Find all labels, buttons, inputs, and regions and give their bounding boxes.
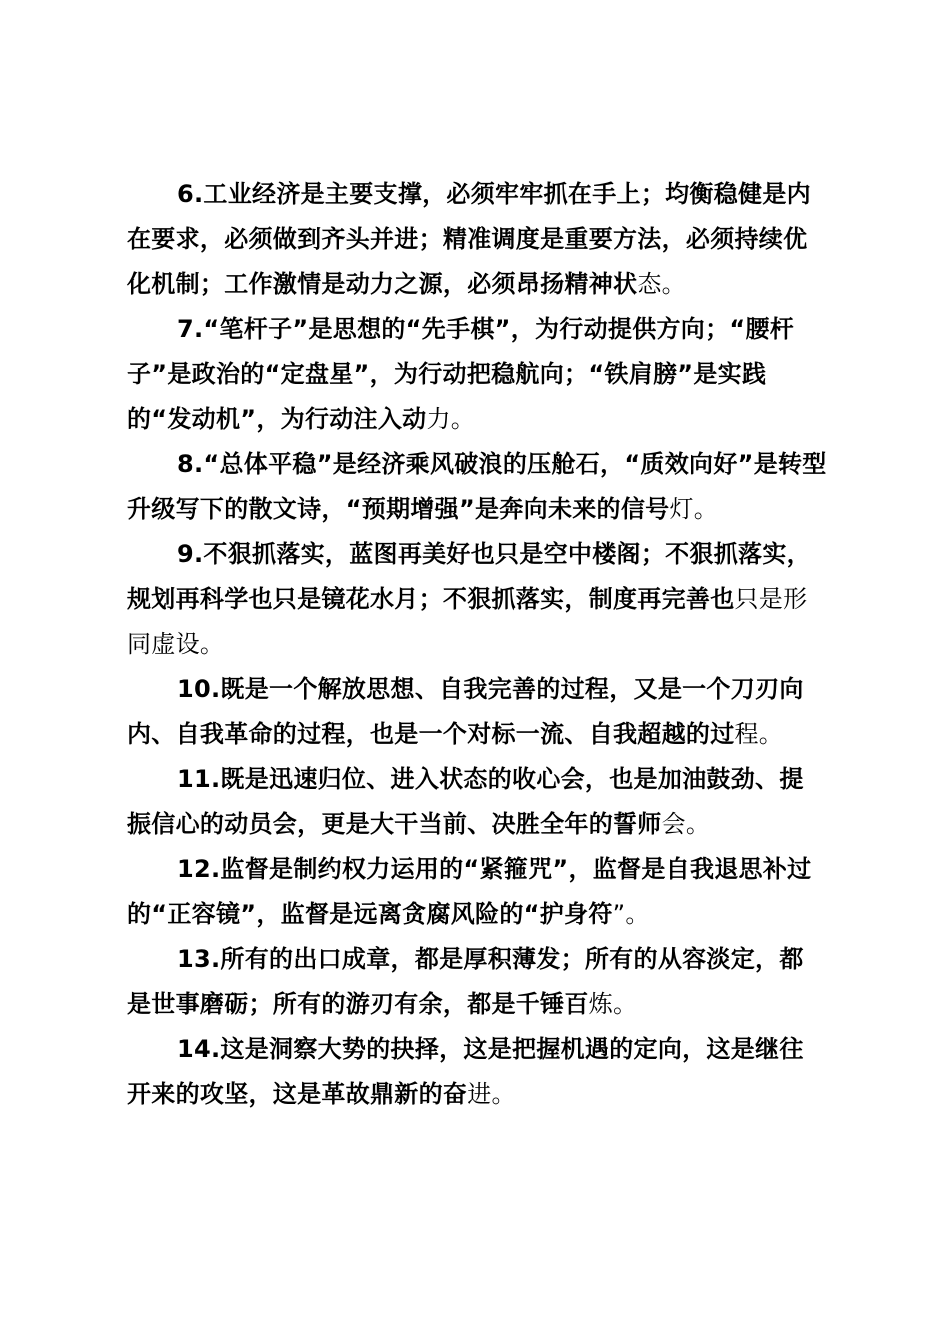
paragraph-6-bold-text: 6.工业经济是主要支撑，必须牢牢抓在手上；均衡稳健是内在要求，必须做到齐头并进；精准调度是重要方法，必须持续优化机制；工作激情是动力之源，必须昂扬精神状 (127, 180, 811, 298)
paragraph-13-tail-text: 炼。 (588, 990, 638, 1018)
paragraph-6-tail-text: 态。 (637, 270, 686, 298)
paragraph-7 (127, 307, 827, 442)
paragraph-10 (127, 667, 827, 757)
paragraph-13 (127, 937, 827, 1027)
paragraph-11 (127, 757, 827, 847)
paragraph-12-bold-text: 12.监督是制约权力运用的“紧箍咒”，监督是自我退思补过的“正容镜”，监督是远离贪腐风险的“护身符 (127, 855, 812, 928)
paragraph-9 (127, 532, 827, 667)
paragraph-7-bold-text: 7.“笔杆子”是思想的“先手棋”，为行动提供方向；“腰杆子”是政治的“定盘星”，为行动把稳航向；“铁肩膀”是实践的“发动机”，为行动注入动 (127, 315, 795, 433)
paragraph-11-tail-text: 会。 (661, 810, 711, 838)
document-body (127, 172, 827, 1117)
paragraph-7-tail-text: 力。 (426, 405, 476, 433)
paragraph-12-tail-text: ”。 (612, 900, 650, 928)
paragraph-13-bold-text: 13.所有的出口成章，都是厚积薄发；所有的从容淡定，都是世事磨砺；所有的游刃有余，都是千锤百 (127, 945, 804, 1018)
paragraph-14-tail-text: 进。 (467, 1080, 516, 1108)
paragraph-8-tail-text: 灯。 (669, 495, 719, 523)
paragraph-10-tail-text: 程。 (734, 720, 784, 748)
paragraph-9-bold-text: 9.不狠抓落实，蓝图再美好也只是空中楼阁；不狠抓落实，规划再科学也只是镜花水月；不狠抓落实，制度再完善也 (127, 540, 811, 613)
paragraph-8 (127, 442, 827, 532)
paragraph-14-bold-text: 14.这是洞察大势的抉择，这是把握机遇的定向，这是继往开来的攻坚，这是革故鼎新的奋 (127, 1035, 804, 1108)
paragraph-9-tail-text: 只是形同虚设。 (127, 585, 808, 658)
paragraph-8-bold-text: 8.“总体平稳”是经济乘风破浪的压舱石，“质效向好”是转型升级写下的散文诗，“预期增强”是奔向未来的信号 (127, 450, 827, 523)
paragraph-6 (127, 172, 827, 307)
paragraph-14 (127, 1027, 827, 1117)
paragraph-11-bold-text: 11.既是迅速归位、进入状态的收心会，也是加油鼓劲、提振信心的动员会，更是大干当前、决胜全年的誓师 (127, 765, 804, 838)
paragraph-12 (127, 847, 827, 937)
paragraph-10-bold-text: 10.既是一个解放思想、自我完善的过程，又是一个刀刃向内、自我革命的过程，也是一个对标一流、自我超越的过 (127, 675, 804, 748)
